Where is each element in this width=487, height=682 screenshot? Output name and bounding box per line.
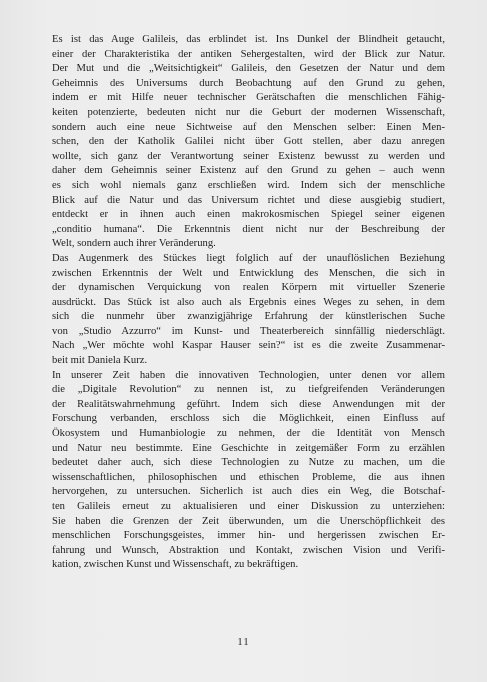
text-line: wollte, sich ganz der Verantwortung seiner Existenz bewusst zu werden und xyxy=(52,150,445,162)
page-number: 11 xyxy=(237,636,250,648)
paragraph-1 xyxy=(52,33,445,252)
text-line: hervorgehen, zu untersuchen. Sicherlich ist auch dies ein Weg, die Botschaf- xyxy=(52,486,445,498)
text-line: einer der Charakteristika der antiken Sehergestalten, wird der Blick zur Natur. xyxy=(52,48,445,60)
text-line: schen, den der Katholik Galilei nicht über Gott stellen, aber dazu anregen xyxy=(52,136,445,148)
text-line: beit mit Daniela Kurz. xyxy=(52,355,148,367)
text-line: Nach „Wer möchte wohl Kaspar Hauser sein?“ ist es die zweite Zusammenar- xyxy=(52,340,445,352)
text-line: Der Mut und die „Weitsichtigkeit“ Galileis, den Gesetzen der Natur und dem xyxy=(52,63,445,75)
text-line: daher dem Geheimnis seiner Existenz auf den Grund zu gehen – auch wenn xyxy=(52,165,445,177)
text-line: wissenschaftlichen, philosophischen und ethischen Probleme, die aus ihnen xyxy=(52,471,445,483)
body-text xyxy=(52,33,445,573)
text-line: von „Studio Azzurro“ im Kunst- und Theaterbereich sinnfällig niederschlägt. xyxy=(52,325,445,337)
text-line: sich die nunmehr über zwanzigjährige Erfahrung der künstlerischen Suche xyxy=(52,311,445,323)
text-line: und Natur neu bestimmte. Eine Geschichte in zeitgemäßer Form zu erzählen xyxy=(52,442,445,454)
text-line: ten Galileis erneut zu aktualisieren und einer Diskussion zu unterziehen: xyxy=(52,501,445,512)
text-line: ausdrückt. Das Stück ist also auch als Ergebnis eines Weges zu sehen, in dem xyxy=(52,296,445,308)
text-line: keiten potenzierte, bedeuten nicht nur die Geburt der modernen Wissenschaft, xyxy=(52,106,445,118)
text-line: entdeckt er in ihnen auch einen makrokosmischen Spiegel seiner eigenen xyxy=(52,209,445,221)
text-line: Blick auf die Natur und das Universum richtet und diese ausgiebig studiert, xyxy=(52,194,445,206)
text-line: indem er mit Hilfe neuer technischer Gerätschaften die menschlichen Fähig- xyxy=(52,92,445,104)
text-line: Es ist das Auge Galileis, das erblindet ist. Ins Dunkel der Blindheit getaucht, xyxy=(52,34,445,45)
text-line: der Realitätswahrnehmung geführt. Indem sich diese Anwendungen mit der xyxy=(52,398,445,410)
text-line: die „Digitale Revolution“ zu nennen ist, zu tiefgreifenden Veränderungen xyxy=(52,384,445,396)
text-line: bedeutet daher auch, sich diese Technologien zu Nutze zu machen, um die xyxy=(52,457,445,469)
text-line: kation, zwischen Kunst und Wissenschaft, zu bekräftigen. xyxy=(52,559,299,571)
paragraph-2 xyxy=(52,252,445,369)
text-line: fahrung und Wunsch, Abstraktion und Kontakt, zwischen Vision und Verifi- xyxy=(52,544,445,556)
text-line: Das Augenmerk des Stückes liegt folglich auf der unauflöslichen Beziehung xyxy=(52,252,445,264)
text-line: „conditio humana“. Die Erkenntnis dient nicht nur der Beschreibung der xyxy=(52,223,445,235)
text-line: Forschung verbanden, erschloss sich die Möglichkeit, einen Einfluss auf xyxy=(52,413,445,425)
text-line: In unserer Zeit haben die innovativen Technologien, unter denen vor allem xyxy=(52,369,445,381)
text-line: sondern auch eine neue Sichtweise auf den Menschen selber: Einen Men- xyxy=(52,121,445,133)
text-line: es sich wohl niemals ganz erschließen wird. Indem sich der menschliche xyxy=(52,179,445,191)
paragraph-3 xyxy=(52,369,445,573)
text-line: Geheimnis des Universums durch Beobachtung auf den Grund zu gehen, xyxy=(52,77,445,89)
text-line: Sie haben die Grenzen der Zeit überwunden, um die Unerschöpflichkeit des xyxy=(52,515,445,527)
text-line: Welt, sondern auch ihrer Veränderung. xyxy=(52,238,216,250)
text-line: zwischen Erkenntnis der Welt und Entwicklung des Menschen, die sich in xyxy=(52,267,445,279)
text-line: menschlichen Forschungsgeistes, immer hin- und hergerissen zwischen Er- xyxy=(52,530,445,542)
text-line: der dynamischen Verquickung von realen Körpern mit virtueller Szenerie xyxy=(52,282,445,294)
text-line: Ökosystem und Humanbiologie zu nehmen, der die Identität von Mensch xyxy=(52,428,445,440)
